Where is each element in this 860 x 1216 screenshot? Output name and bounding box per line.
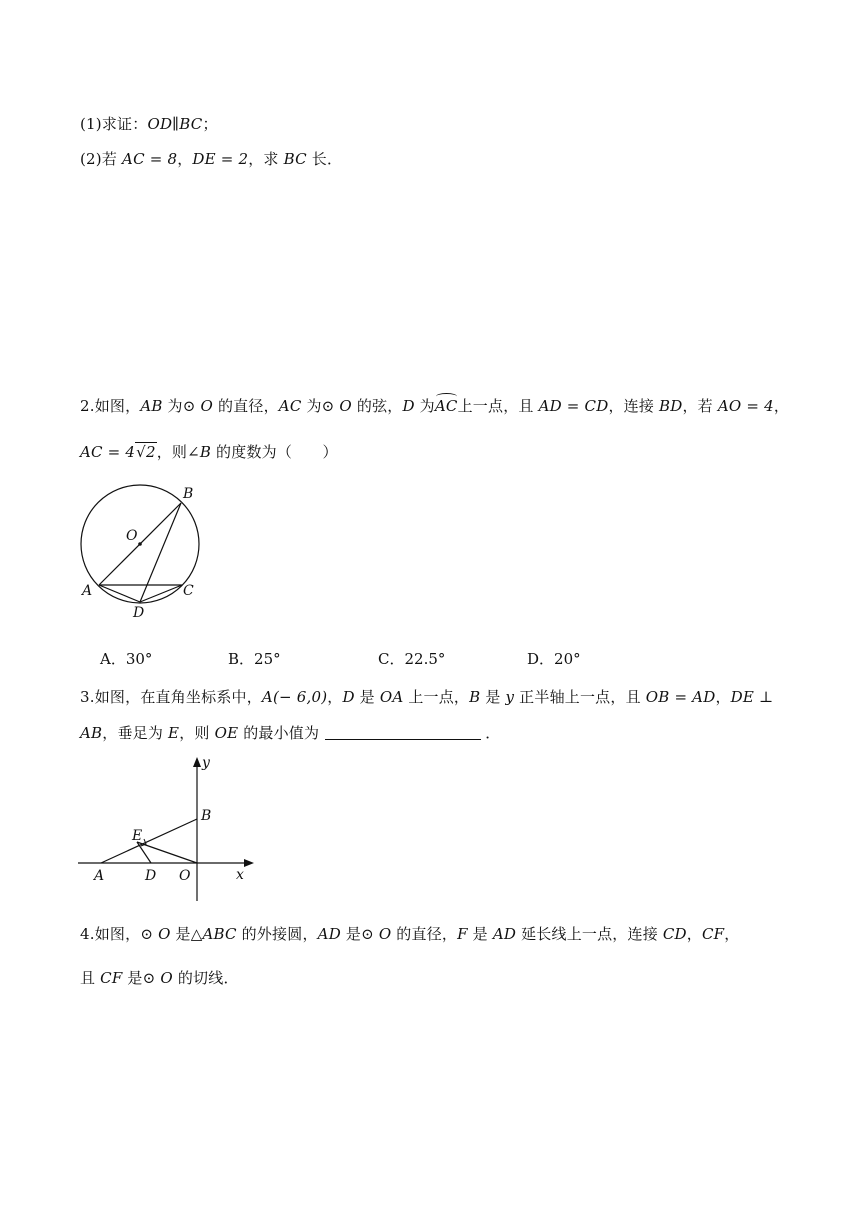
label-o: O <box>126 528 138 544</box>
segment-eo <box>137 842 197 863</box>
label-b: B <box>183 486 194 502</box>
arc-ac: AC <box>434 397 458 415</box>
option-b[interactable]: B．25° <box>228 650 281 668</box>
y-axis-arrow <box>193 757 201 767</box>
q2-text-line1: 2.如图，AB 为⊙ O 的直径，AC 为⊙ O 的弦，D 为AC上一点，且 AD = CD，连接 BD，若 AO = 4， <box>80 397 790 415</box>
label-d: D <box>133 605 145 621</box>
segment-bd <box>140 503 181 602</box>
label-o: O <box>179 868 191 884</box>
q2-circle-figure <box>70 478 220 626</box>
q1-part1: (1)求证：OD∥BC； <box>80 115 218 133</box>
label-b: B <box>201 808 212 824</box>
segment-ab <box>101 819 197 863</box>
label-y: y <box>202 755 210 771</box>
center-dot <box>138 542 142 546</box>
label-x: x <box>236 867 244 883</box>
label-a: A <box>94 868 105 884</box>
sqrt-two: √2 <box>136 443 156 461</box>
q3-text-line1: 3.如图，在直角坐标系中，A(− 6,0)，D 是 OA 上一点，B 是 y 正半轴上一点，且 OB = AD，DE ⊥ <box>80 688 774 706</box>
q1-part2: (2)若 AC = 8，DE = 2，求 BC 长． <box>80 150 343 168</box>
q4-text-line2: 且 CF 是⊙ O 的切线． <box>80 969 239 987</box>
option-c[interactable]: C．22.5° <box>378 650 446 668</box>
label-c: C <box>183 583 194 599</box>
q3-text-line2: AB，垂足为 E，则 OE 的最小值为 ． <box>80 724 501 742</box>
label-a: A <box>82 583 93 599</box>
option-d[interactable]: D．20° <box>527 650 581 668</box>
option-a[interactable]: A．30° <box>100 650 153 668</box>
label-d: D <box>145 868 157 884</box>
x-axis-arrow <box>244 859 254 867</box>
label-e: E <box>132 828 143 844</box>
q2-text-line2: AC = 4√2，则∠B 的度数为（ ） <box>80 443 338 461</box>
answer-blank[interactable] <box>325 725 481 740</box>
q4-text-line1: 4.如图，⊙ O 是△ABC 的外接圆，AD 是⊙ O 的直径，F 是 AD 延长线上一点，连接 CD，CF， <box>80 925 740 943</box>
q3-coordinate-figure <box>74 753 264 903</box>
